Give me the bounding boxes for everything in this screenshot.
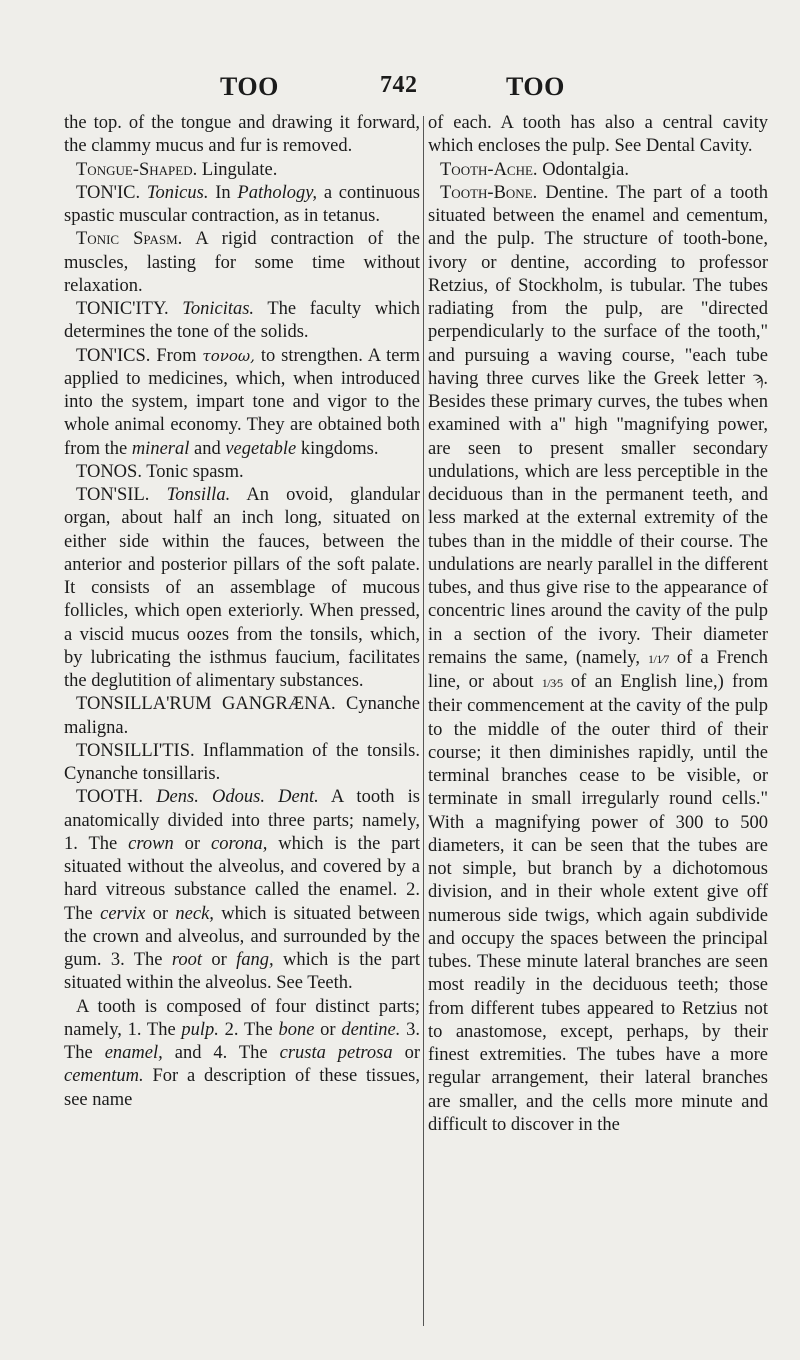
entry-latin: Dens. Odous. Dent. — [156, 787, 319, 808]
entry-emphasis: mineral — [131, 438, 190, 459]
entry-tonic — [64, 182, 420, 229]
entry-text: kingdoms. — [296, 438, 379, 459]
entry-text: Cynanche maligna. — [64, 694, 420, 738]
entry-tooth — [64, 786, 420, 995]
entry-tooth-ache — [428, 159, 768, 182]
entry-text: which is situated between the crown and alveolus, and surrounded by the gum. 3. The — [64, 903, 420, 970]
entry-term: Tooth-Ache. — [440, 159, 538, 180]
entry-emphasis: cervix — [100, 903, 146, 924]
page-number: 742 — [380, 72, 418, 98]
entry-term: TONSILLI'TIS. — [76, 740, 195, 761]
entry-text: Dentine. The part of a tooth situated between the enamel and cementum, and the pulp. The structure of tooth-bone, ivory or dentine, according to professor Retzius, of Stockholm, is tubular. The tubes radiating from the pulp, are "directed perpendicularly to the surface of the tooth," and pursuing a waving course, "each tube having three curves like the Greek letter — [428, 182, 768, 389]
entry-term: TONOS. — [76, 461, 142, 482]
column-divider — [423, 116, 424, 1326]
tooth-composition-paragraph — [64, 996, 420, 1112]
entry-text: and 4. The — [162, 1043, 280, 1063]
entry-emphasis: vegetable — [225, 438, 297, 459]
entry-term: Tonic Spasm. — [76, 229, 183, 250]
entry-emphasis: fang, — [236, 950, 274, 970]
entry-latin: Tonicitas. — [182, 299, 255, 319]
entry-text: or — [173, 833, 211, 854]
continued-paragraph: of each. A tooth has also a central cavity which encloses the pulp. See Dental Cavity. — [428, 113, 768, 157]
entry-text: or — [392, 1043, 420, 1063]
entry-text: 2. The — [218, 1019, 279, 1040]
entry-tonos — [64, 461, 420, 484]
left-column — [64, 112, 420, 1112]
entry-term: TONSILLA'RUM GANGRÆNA. — [76, 694, 336, 715]
entry-text: A rigid contraction of the muscles, lasting for some time without relaxation. — [64, 229, 420, 296]
fraction-french-line: 1/1⁄7 — [648, 651, 669, 666]
entry-emphasis: root — [171, 950, 203, 970]
entry-text: to strengthen. A term applied to medicines, which, when introduced into the system, impart tone and vigor to the whole animal economy. They are obtained both from the — [64, 345, 420, 459]
entry-emphasis: pulp. — [181, 1019, 219, 1040]
entry-tonsillarum-gangraena — [64, 693, 420, 740]
entry-latin: Tonicus. — [146, 182, 209, 203]
entry-tonic-spasm — [64, 228, 420, 298]
entry-text: or — [314, 1019, 342, 1040]
entry-text: 3. The — [64, 1019, 421, 1063]
entry-text: Lingulate. — [197, 159, 278, 180]
entry-tonics — [64, 345, 420, 461]
entry-emphasis: crown — [128, 833, 174, 854]
entry-tonsil — [64, 484, 420, 693]
header-left-word: TOO — [220, 72, 279, 101]
entry-text: An ovoid, glandular organ, about half an inch long, situated on either side within the fauces, between the anterior and posterior pillars of the soft palate. It consists of an assemblage of mucous follicles, which open exteriorly. When pressed, a viscid mucus oozes from the tonsils, which, by lubricating the isthmus faucium, facilitates the deglutition of alimentary substances. — [64, 485, 421, 691]
entry-term: TON'ICS. — [76, 345, 151, 366]
entry-tooth-bone — [428, 182, 768, 1137]
entry-text: . Besides these primary curves, the tubes when examined with a" high "magnifying power, are seen to present smaller secondary undulations, which are less perceptible in the deciduous than in the permanent teeth, and less marked at the external extremity of the tubes than in the middle of their course. The undulations are nearly parallel in the different tubes, and thus give rise to the appearance of concentric lines around the cavity of the pulp in a section of the ivory. Their diameter remains the same, (namely, — [428, 368, 768, 668]
entry-term: Tooth-Bone. — [440, 182, 538, 203]
entry-text: In — [208, 182, 238, 203]
right-column — [428, 112, 768, 1137]
entry-emphasis: corona, — [211, 833, 268, 854]
entry-text: Odontalgia. — [537, 159, 630, 180]
entry-text: of a French line, or about — [428, 647, 768, 692]
entry-text: or — [202, 950, 237, 970]
entry-emphasis: enamel, — [104, 1043, 163, 1063]
entry-text: Tonic spasm. — [141, 461, 244, 482]
entry-emphasis: bone — [278, 1019, 315, 1040]
greek-letter: ϡ — [753, 368, 764, 389]
greek-word: τονοω, — [202, 346, 255, 365]
entry-text: A tooth is composed of four distinct parts; namely, 1. The — [64, 996, 420, 1040]
entry-text: The faculty which determines the tone of the solids. — [64, 299, 420, 343]
entry-text: or — [145, 903, 176, 924]
entry-emphasis: crusta petrosa — [279, 1043, 393, 1063]
entry-term: TON'SIL. — [76, 485, 150, 505]
entry-tongue-shaped — [64, 159, 420, 182]
entry-text: A tooth is anatomically divided into three parts; namely, 1. The — [64, 787, 420, 854]
entry-text: From — [150, 345, 203, 366]
entry-emphasis: neck, — [175, 903, 214, 924]
entry-latin: Tonsilla. — [166, 485, 231, 505]
entry-tonsillitis — [64, 740, 420, 787]
entry-text: which is the part situated without the alveolus, and covered by a hard vitreous substance called the enamel. 2. The — [64, 833, 420, 924]
entry-tonicity — [64, 298, 420, 345]
entry-text: which is the part situated within the alveolus. See Teeth. — [64, 950, 420, 994]
entry-emphasis: Pathology, — [237, 182, 318, 203]
entry-term: TON'IC. — [76, 182, 141, 203]
fraction-english-line: 1/3⁄5 — [541, 676, 563, 690]
entry-term: TOOTH. — [76, 787, 143, 808]
entry-term: Tongue-Shaped. — [76, 159, 198, 180]
running-head — [0, 72, 800, 108]
entry-emphasis: cementum. — [64, 1066, 144, 1087]
continued-paragraph: the top. of the tongue and drawing it forward, the clammy mucus and fur is removed. — [64, 113, 420, 157]
entry-emphasis: dentine. — [341, 1019, 401, 1040]
entry-text: and — [189, 438, 226, 459]
entry-text: of an English line,) from their commencement at the cavity of the pulp to the middle of the outer third of their course; it then diminishes rapidly, until the terminal branches cease to be visible, or terminate in small irregularly round cells." With a magnifying power of 300 to 500 diameters, it can be seen that the tubes are not simple, but branch by a dichotomous division, and in their whole extent give off numerous side twigs, which again subdivide and occupy the spaces between the principal tubes. These minute lateral branches are seen most readily in the deciduous teeth; those from different tubes appeared to Retzius not to anastomose, except, perhaps, by their finest extremities. The tubes have a more regular arrangement, their lateral branches are smaller, and the cells more minute and difficult to discover in the — [428, 672, 768, 1135]
header-right-word: TOO — [506, 72, 565, 101]
entry-text: For a description of these tissues, see name — [64, 1066, 420, 1110]
entry-text: a continuous spastic muscular contraction, as in tetanus. — [64, 182, 420, 226]
entry-term: TONIC'ITY. — [76, 299, 169, 319]
entry-text: Inflammation of the tonsils. Cynanche tonsillaris. — [64, 740, 420, 784]
